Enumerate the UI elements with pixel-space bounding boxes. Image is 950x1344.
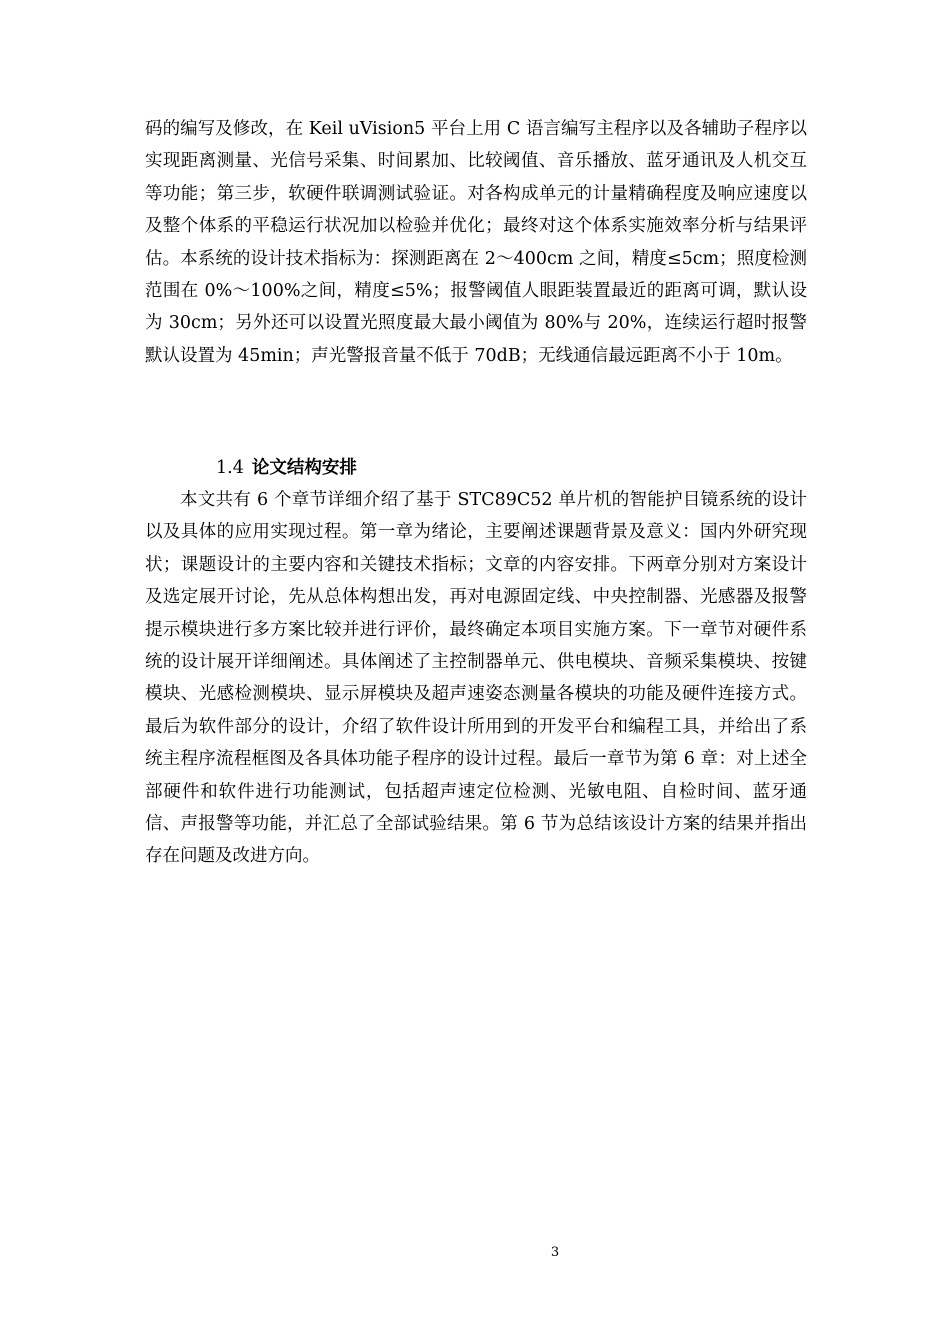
section-number: 1.4 xyxy=(216,458,244,478)
section-title: 论文结构安排 xyxy=(251,458,357,478)
body-paragraph-thesis-structure: 本文共有 6 个章节详细介绍了基于 STC89C52 单片机的智能护目镜系统的设计以及具体的应用实现过程。第一章为绪论，主要阐述课题背景及意义：国内外研究现状；课题设计的主要内容和关键技术指标；文章的内容安排。下两章分别对方案设计及选定展开讨论，先从总体构想出发，再对电源固定线、中央控制器、光感器及报警提示模块进行多方案比较并进行评价，最终确定本项目实施方案。下一章节对硬件系统的设计展开详细阐述。具体阐述了主控制器单元、供电模块、音频采集模块、按键模块、光感检测模块、显示屏模块及超声速姿态测量各模块的功能及硬件连接方式。最后为软件部分的设计，介绍了软件设计所用到的开发平台和编程工具，并给出了系统主程序流程框图及各具体功能子程序的设计过程。最后一章节为第 6 章：对上述全部硬件和软件进行功能测试，包括超声速定位检测、光敏电阻、自检时间、蓝牙通信、声报警等功能，并汇总了全部试验结果。第 6 节为总结该设计方案的结果并指出存在问题及改进方向。 xyxy=(145,490,807,867)
page-number: 3 xyxy=(550,1245,560,1260)
body-paragraph-system-specs: 码的编写及修改，在 Keil uVision5 平台上用 C 语言编写主程序以及各辅助子程序以实现距离测量、光信号采集、时间累加、比较阈值、音乐播放、蓝牙通讯及人机交互等功能；第三步，软硬件联调测试验证。对各构成单元的计量精确程度及响应速度以及整个体系的平稳运行状况加以检验并优化；最终对这个体系实施效率分析与结果评估。本系统的设计技术指标为：探测距离在 2～400cm 之间，精度≤5cm；照度检测范围在 0%～100%之间，精度≤5%；报警阈值人眼距装置最近的距离可调，默认设为 30cm；另外还可以设置光照度最大最小阈值为 80%与 20%，连续运行超时报警默认设置为 45min；声光警报音量不低于 70dB；无线通信最远距离不小于 10m。 xyxy=(145,119,807,366)
section-heading xyxy=(216,452,357,484)
